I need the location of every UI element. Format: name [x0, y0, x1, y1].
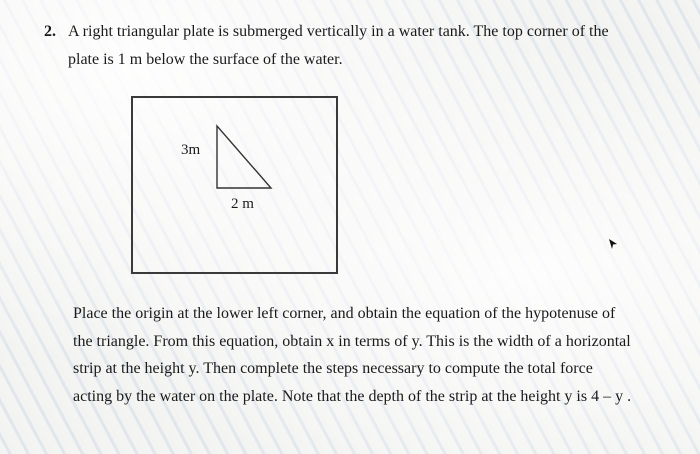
problem-text-line-2: plate is 1 m below the surface of the water. [68, 51, 343, 68]
vertical-side-label: 3m [181, 142, 201, 158]
tank-figure [131, 96, 338, 274]
triangular-plate [217, 126, 271, 188]
triangle-diagram [133, 98, 336, 272]
horizontal-side-label: 2 m [231, 196, 254, 212]
instruction-line-3: strip at the height y. Then complete the steps necessary to compute the total force [73, 360, 593, 377]
instruction-line-4: acting by the water on the plate. Note that the depth of the strip at the height y is 4 – y . [73, 387, 632, 405]
problem-text-line-1: A right triangular plate is submerged vertically in a water tank. The top corner of the [68, 23, 609, 40]
instructions [73, 300, 673, 410]
instruction-line-2: the triangle. From this equation, obtain x in terms of y. This is the width of a horizontal [73, 332, 631, 350]
problem-statement [44, 18, 684, 74]
instruction-line-1: Place the origin at the lower left corner, and obtain the equation of the hypotenuse of [73, 305, 616, 322]
problem-number: 2. [44, 23, 56, 40]
mouse-pointer-icon [608, 238, 618, 250]
problem-line-1 [44, 18, 684, 46]
